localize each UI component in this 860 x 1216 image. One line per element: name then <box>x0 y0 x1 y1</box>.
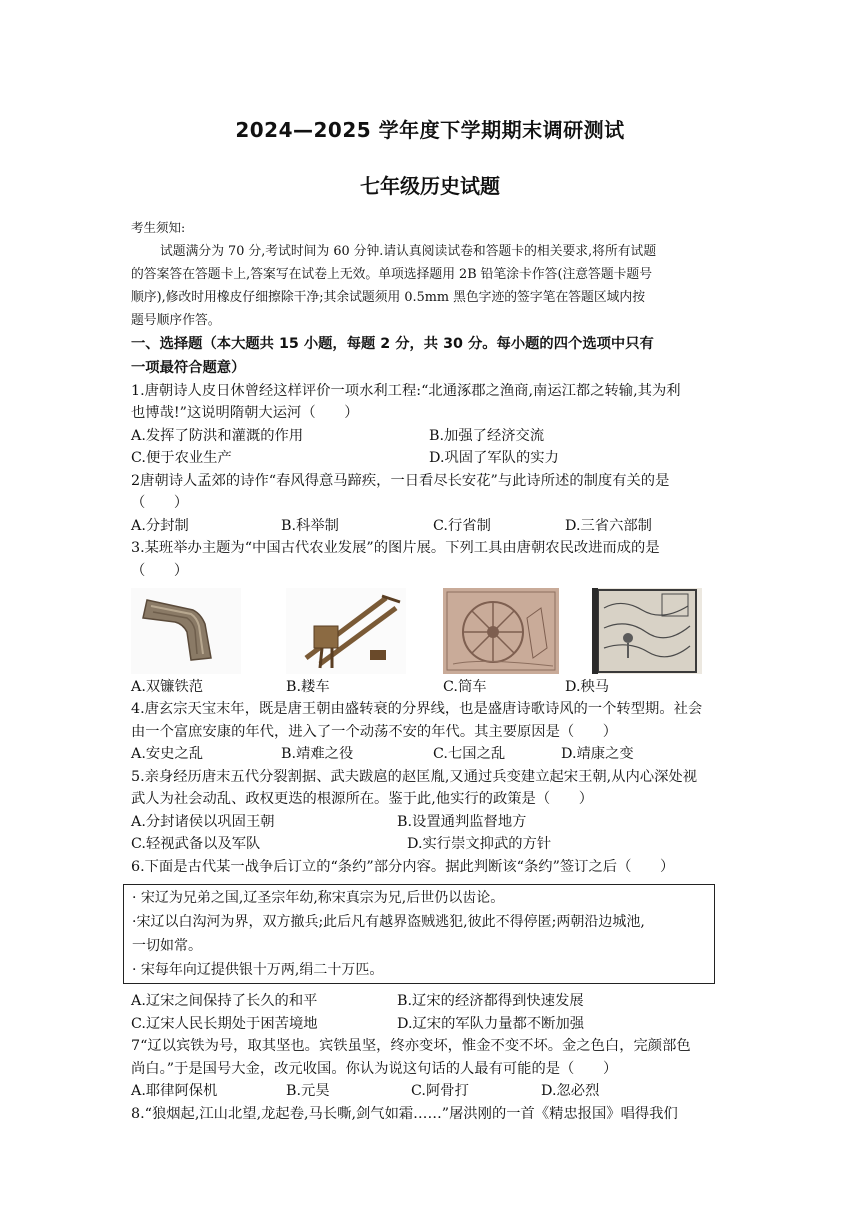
exam-subtitle: 七年级历史试题 <box>360 174 500 198</box>
treaty-line: 一切如常。 <box>132 938 202 954</box>
question-stem: （ ） <box>131 495 189 511</box>
option-row <box>131 676 741 698</box>
option-d: D.忽必烈 <box>541 1083 600 1099</box>
question-stem: 由一个富庶安康的年代，进入了一个动荡不安的年代。其主要原因是（ ） <box>131 723 618 740</box>
section-heading: 一项最符合题意） <box>131 359 246 376</box>
notice-line: 的答案答在答题卡上,答案写在试卷上无效。单项选择题用 2B 铅笔涂卡作答(注意答题卡题号 <box>131 266 653 282</box>
option-row <box>131 447 741 470</box>
image-rice-horse <box>592 588 702 674</box>
exam-title: 2024—2025 学年度下学期期末调研测试 <box>235 118 625 142</box>
question-stem: 6.下面是古代某一战争后订立的“条约”部分内容。据此判断该“条约”签订之后（ ） <box>131 858 675 875</box>
option-b: B.元昊 <box>286 1083 330 1099</box>
option-c: C.七国之乱 <box>433 746 506 762</box>
option-a: A.分封诸侯以巩固王朝 <box>131 813 275 830</box>
image-seed-drill <box>286 588 406 674</box>
question-stem: 尚白。”于是国号大金，改元收国。你认为说这句话的人最有可能的是（ ） <box>131 1060 618 1077</box>
option-row <box>131 425 741 448</box>
treaty-line: · 宋每年向辽提供银十万两,绢二十万匹。 <box>132 962 384 978</box>
option-a: A.安史之乱 <box>131 746 204 762</box>
notice-line: 试题满分为 70 分,考试时间为 60 分钟.请认真阅读试卷和答题卡的相关要求,将所有试题 <box>160 243 657 259</box>
option-a: A.分封制 <box>131 517 189 534</box>
option-d: D.巩固了军队的实力 <box>429 450 559 466</box>
question-stem: 3.某班举办主题为“中国古代农业发展”的图片展。下列工具由唐朝农民改进而成的是 <box>131 540 660 556</box>
option-c: C.轻视武备以及军队 <box>131 836 261 852</box>
treaty-line: ·宋辽以白沟河为界，双方撤兵;此后凡有越界盗贼逃犯,彼此不得停匿;两朝沿边城池, <box>132 914 645 930</box>
option-c: C.筒车 <box>443 679 487 695</box>
option-d: D.实行崇文抑武的方针 <box>407 836 552 852</box>
option-c: C.行省制 <box>433 517 491 534</box>
option-row <box>131 1013 741 1036</box>
treaty-excerpt-box <box>123 884 715 984</box>
question-stem: 武人为社会动乱、政权更迭的根源所在。鉴于此,他实行的政策是（ ） <box>131 791 594 807</box>
notice-line: 顺序),修改时用橡皮仔细擦除干净;其余试题须用 0.5mm 黑色字迹的签字笔在答题区域内按 <box>131 289 646 305</box>
question-stem: 也博哉!”这说明隋朝大运河（ ） <box>131 405 359 421</box>
tool-images <box>131 588 741 676</box>
image-water-wheel <box>443 588 559 674</box>
option-d: D.三省六部制 <box>565 517 652 534</box>
option-row <box>131 990 741 1013</box>
notice-heading: 考生须知: <box>131 220 186 235</box>
option-c: C.辽宋人民长期处于困苦境地 <box>131 1015 318 1032</box>
option-b: B.辽宋的经济都得到快速发展 <box>397 993 584 1009</box>
option-d: D.秧马 <box>565 679 610 695</box>
option-a: A.双镰铁范 <box>131 679 204 695</box>
question-stem: 2唐朝诗人孟郊的诗作“春风得意马蹄疾，一日看尽长安花”与此诗所述的制度有关的是 <box>131 472 670 489</box>
question-stem: 8.“狼烟起,江山北望,龙起卷,马长嘶,剑气如霜……”屠洪刚的一首《精忠报国》唱得我们 <box>131 1105 678 1122</box>
option-b: B.科举制 <box>281 517 339 534</box>
image-iron-mould <box>131 588 241 674</box>
exam-content <box>131 217 741 1125</box>
option-b: B.设置通判监督地方 <box>397 813 527 830</box>
question-stem: 1.唐朝诗人皮日休曾经这样评价一项水利工程:“北通涿郡之渔商,南运江都之转输,其为利 <box>131 382 681 399</box>
option-row <box>131 1080 741 1103</box>
option-b: B.靖难之役 <box>281 746 354 762</box>
treaty-line: · 宋辽为兄弟之国,辽圣宗年幼,称宋真宗为兄,后世仍以齿论。 <box>132 890 505 906</box>
question-stem: 5.亲身经历唐末五代分裂割据、武夫跋扈的赵匡胤,又通过兵变建立起宋王朝,从内心深处视 <box>131 768 698 785</box>
option-c: C.阿骨打 <box>411 1083 469 1099</box>
section-heading: 一、选择题（本大题共 15 小题，每题 2 分，共 30 分。每小题的四个选项中只有 <box>131 335 654 352</box>
option-a: A.耶律阿保机 <box>131 1083 218 1099</box>
option-d: D.靖康之变 <box>561 746 634 762</box>
question-stem: 4.唐玄宗天宝末年，既是唐王朝由盛转衰的分界线，也是盛唐诗歌诗风的一个转型期。社会 <box>131 701 703 717</box>
notice-line: 题号顺序作答。 <box>131 312 221 328</box>
option-row <box>131 833 741 856</box>
option-b: B.加强了经济交流 <box>429 427 545 444</box>
option-d: D.辽宋的军队力量都不断加强 <box>397 1015 585 1032</box>
option-row <box>131 743 741 766</box>
question-stem: 7“辽以宾铁为号，取其坚也。宾铁虽坚，终亦变坏，惟金不变不坏。金之色白，完颜部色 <box>131 1038 691 1054</box>
option-a: A.发挥了防洪和灌溉的作用 <box>131 427 304 444</box>
option-row <box>131 811 741 834</box>
option-row <box>131 515 741 538</box>
option-a: A.辽宋之间保持了长久的和平 <box>131 993 318 1009</box>
question-stem: （ ） <box>131 562 189 579</box>
option-b: B.耧车 <box>286 679 330 695</box>
option-c: C.便于农业生产 <box>131 450 232 466</box>
